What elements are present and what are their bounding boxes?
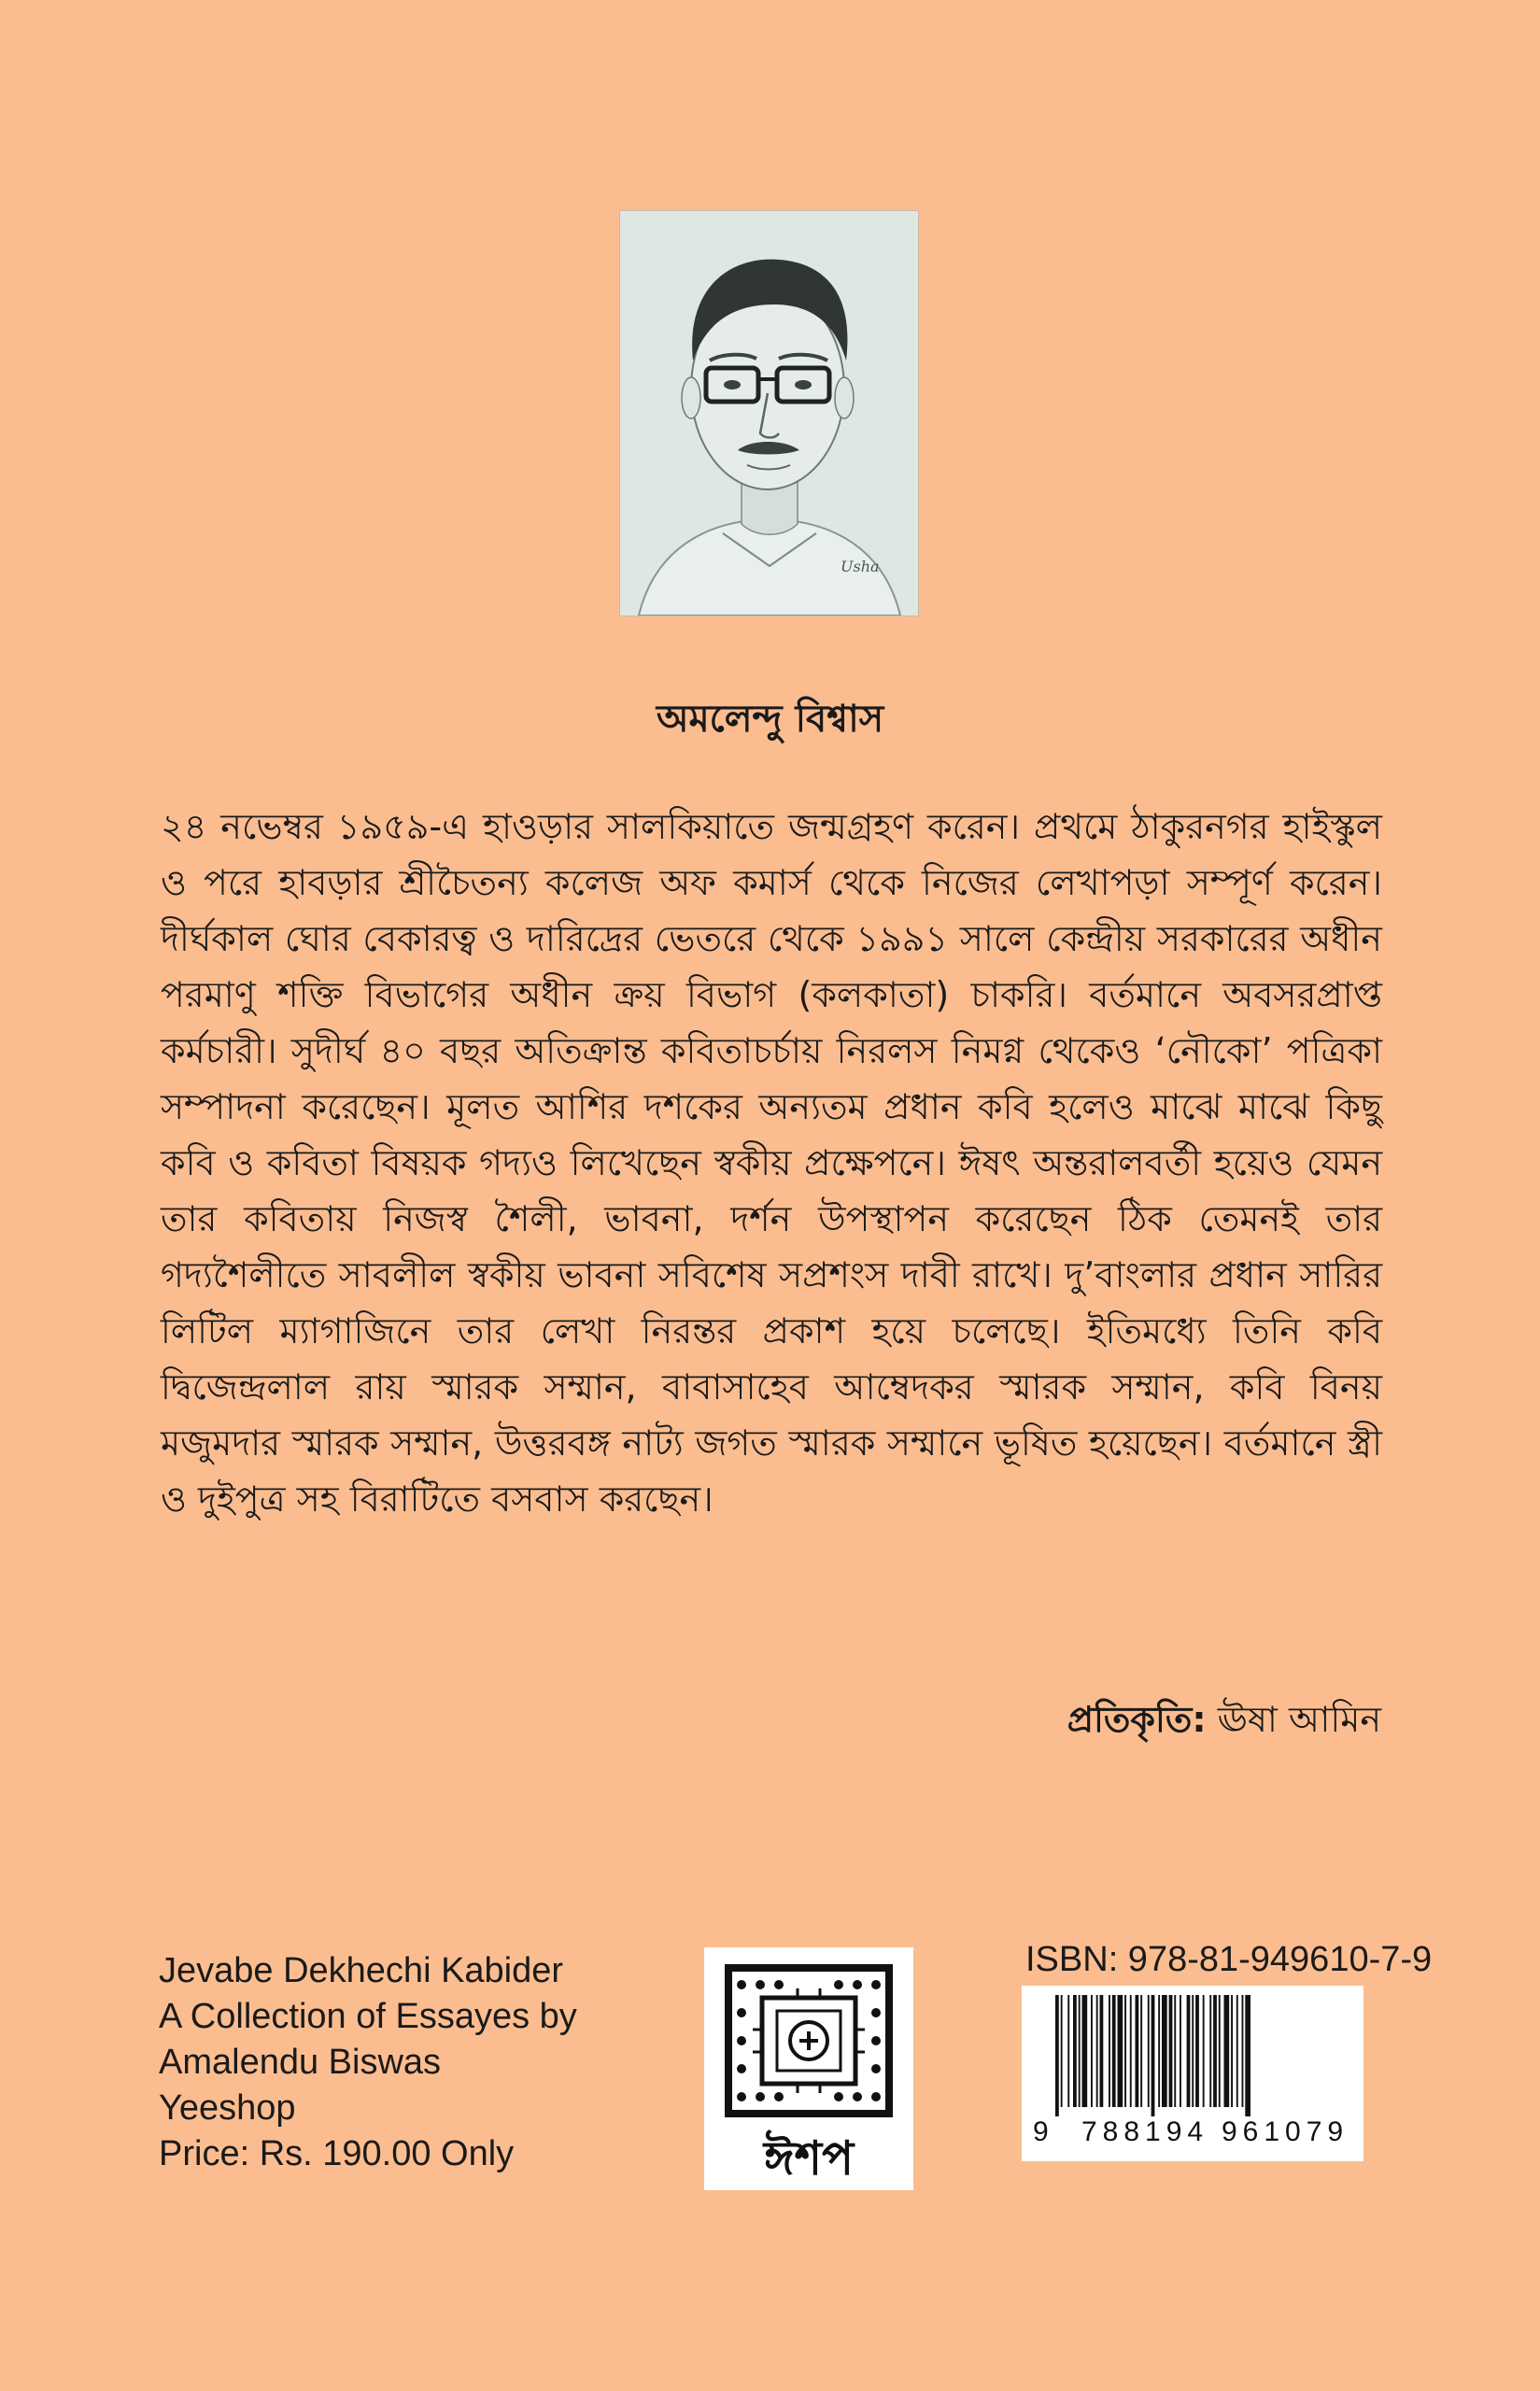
barcode-bar <box>1192 1995 1194 2107</box>
barcode-bar <box>1219 1995 1221 2107</box>
logo-emblem-icon <box>704 1947 913 2134</box>
barcode-bar <box>1187 1995 1191 2107</box>
credit-label: প্রতিকৃতি: <box>1067 1699 1207 1740</box>
isbn-barcode <box>1022 1986 1363 2161</box>
barcode-bar <box>1224 1995 1230 2107</box>
barcode-icon <box>1022 1986 1363 2116</box>
author-bio: ২৪ নভেম্বর ১৯৫৯-এ হাওড়ার সালকিয়াতে জন্মগ্রহণ করেন। প্রথমে ঠাকুরনগর হাইস্কুল ও পরে হাবড়ার শ্রীচৈতন্য কলেজ অফ কমার্স থেকে নিজের লেখাপড়া সম্পূর্ণ করেন। দীর্ঘকাল ঘোর বেকারত্ব ও দারিদ্রের ভেতরে থেকে ১৯৯১ সালে কেন্দ্রীয় সরকারের অধীন পরমাণু শক্তি বিভাগের অধীন ক্রয় বিভাগ (কলকাতা) চাকরি। বর্তমানে অবসরপ্রাপ্ত কর্মচারী। সুদীর্ঘ ৪০ বছর অতিক্রান্ত কবিতাচর্চায় নিরলস নিমগ্ন থেকেও ‘নৌকো’ পত্রিকা সম্পাদনা করেছেন। মূলত আশির দশকের অন্যতম প্রধান কবি হলেও মাঝে মাঝে কিছু কবি ও কবিতা বিষয়ক গদ্যও লিখেছেন স্বকীয় প্রক্ষেপনে। ঈষৎ অন্তরালবর্তী হয়েও যেমন তার কবিতায় নিজস্ব শৈলী, ভাবনা, দর্শন উপস্থাপন করেছেন ঠিক তেমনই তার গদ্যশৈলীতে সাবলীল স্বকীয় ভাবনা সবিশেষ সপ্রশংস দাবী রাখে। দু’বাংলার প্রধান সারির লিটিল ম্যাগাজিনে তার লেখা নিরন্তর প্রকাশ হয়ে চলেছে। ইতিমধ্যে তিনি কবি দ্বিজেন্দ্রলাল রায় স্মারক সম্মান, বাবাসাহেব আম্বেদকর স্মারক সম্মান, কবি বিনয় মজুমদার স্মারক সম্মান, উত্তরবঙ্গ নাট্য জগত স্মারক সম্মানে ভূষিত হয়েছেন। বর্তমানে স্ত্রী ও দুইপুত্র সহ বিরাটিতে বসবাস করছেন। <box>161 806 1382 1520</box>
barcode-bar <box>1174 1995 1176 2107</box>
portrait-sketch <box>620 211 918 615</box>
barcode-bar <box>1082 1995 1088 2107</box>
barcode-bar <box>1118 1995 1123 2107</box>
barcode-bar <box>1109 1995 1110 2107</box>
barcode-bar <box>1124 1995 1126 2107</box>
barcode-bar <box>1151 1995 1155 2116</box>
barcode-bar <box>1055 1995 1059 2116</box>
barcode-bar <box>1067 1995 1069 2107</box>
barcode-bar <box>1209 1995 1211 2107</box>
barcode-bar <box>1130 1995 1132 2107</box>
barcode-bar <box>1180 1995 1181 2107</box>
portrait-credit <box>1067 1692 1381 1752</box>
book-publisher: Yeeshop <box>159 2088 296 2128</box>
book-title: Jevabe Dekhechi Kabider <box>159 1951 564 1990</box>
barcode-bar <box>1140 1995 1142 2107</box>
barcode-bar <box>1203 1995 1205 2107</box>
barcode-bar <box>1245 1995 1250 2116</box>
barcode-bar <box>1158 1995 1160 2107</box>
barcode-bar <box>1079 1995 1081 2107</box>
book-price: Price: Rs. 190.00 Only <box>159 2134 515 2173</box>
publisher-logo-text: ঈশপ <box>763 2131 855 2186</box>
barcode-bar <box>1091 1995 1093 2107</box>
book-info <box>159 1948 577 2177</box>
portrait-signature: Usha <box>841 558 880 575</box>
barcode-bar <box>1148 1995 1150 2107</box>
book-author: Amalendu Biswas <box>159 2043 442 2082</box>
author-portrait <box>620 211 918 615</box>
barcode-digits-right: 961079 <box>1222 2116 1349 2147</box>
barcode-bar <box>1100 1995 1104 2107</box>
author-name: অমলেন্দু বিশ্বাস <box>656 698 884 741</box>
barcode-bar <box>1136 1995 1139 2107</box>
barcode-bar <box>1162 1995 1167 2107</box>
barcode-bar <box>1242 1995 1244 2107</box>
isbn-label: ISBN: 978-81-949610-7-9 <box>1025 1940 1433 1979</box>
barcode-bar <box>1236 1995 1238 2107</box>
barcode-bar <box>1169 1995 1173 2107</box>
barcode-bar <box>1061 1995 1063 2107</box>
barcode-digits-left: 788194 <box>1081 2116 1209 2147</box>
barcode-bar <box>1073 1995 1077 2107</box>
barcode-bar <box>1195 1995 1199 2107</box>
credit-name: ঊষা আমিন <box>1217 1699 1381 1740</box>
barcode-bar <box>1096 1995 1098 2107</box>
barcode-digits <box>1022 2113 1363 2156</box>
barcode-bar <box>1213 1995 1217 2107</box>
book-subtitle: A Collection of Essayes by <box>159 1997 577 2036</box>
barcode-digit-lead: 9 <box>1033 2116 1049 2147</box>
barcode-bar <box>1231 1995 1233 2107</box>
barcode-bar <box>1112 1995 1116 2107</box>
publisher-logo <box>704 1947 913 2190</box>
